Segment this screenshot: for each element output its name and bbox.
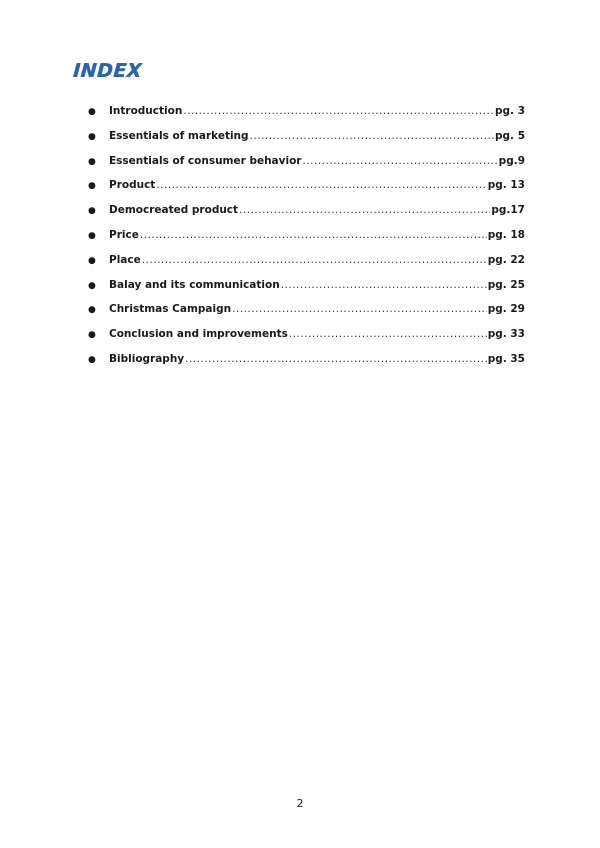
toc-entry-label: Place: [109, 253, 141, 266]
toc-entry-page: pg. 22: [487, 253, 525, 266]
toc-entry-page: pg.9: [498, 154, 525, 167]
toc-entry-label: Democreated product: [109, 204, 239, 217]
toc-entry-page: pg. 25: [487, 278, 525, 291]
dot-leader: [281, 279, 487, 291]
toc-entry-balay-and-its-communication[interactable]: [88, 279, 525, 304]
bullet-icon: ●: [88, 330, 96, 341]
toc-entry-label: Conclusion and improvements: [109, 328, 288, 341]
bullet-icon: ●: [88, 230, 96, 241]
toc-entry-page: pg. 5: [495, 129, 525, 142]
toc-entry-label: Price: [109, 228, 139, 241]
dot-leader: [232, 303, 487, 315]
toc-entry-label: Christmas Campaign: [109, 303, 232, 316]
toc-entry-page: pg. 3: [495, 105, 525, 117]
toc-entry-page: pg. 29: [487, 303, 525, 316]
bullet-icon: ●: [88, 107, 96, 117]
bullet-icon: ●: [88, 255, 96, 266]
toc-entry-essentials-of-consumer-behavior[interactable]: [88, 155, 525, 180]
toc-entry-product[interactable]: [88, 179, 525, 204]
dot-leader: [140, 229, 487, 241]
dot-leader: [185, 353, 487, 365]
dot-leader: [239, 204, 490, 216]
toc-entry-page: pg.17: [491, 204, 525, 217]
page-number: 2: [296, 797, 304, 810]
toc-entry-democreated-product[interactable]: [88, 204, 525, 229]
toc-entry-page: pg. 33: [487, 328, 525, 341]
bullet-icon: ●: [88, 181, 96, 192]
toc-entry-page: pg. 35: [487, 352, 525, 365]
bullet-icon: ●: [88, 131, 96, 142]
dot-leader: [142, 254, 487, 266]
toc-entry-price[interactable]: [88, 229, 525, 254]
toc-entry-label: Essentials of consumer behavior: [109, 154, 302, 167]
dot-leader: [250, 130, 494, 142]
toc-entry-label: Balay and its communication: [109, 278, 280, 291]
dot-leader: [183, 105, 494, 117]
dot-leader: [289, 328, 487, 340]
toc-entry-label: Essentials of marketing: [109, 129, 249, 142]
toc-entry-essentials-of-marketing[interactable]: [88, 130, 525, 155]
toc-entry-label: Introduction: [109, 105, 183, 117]
bullet-icon: ●: [88, 305, 96, 316]
toc-entry-page: pg. 13: [487, 179, 525, 192]
table-of-contents: [88, 105, 525, 378]
toc-entry-conclusion-and-improvements[interactable]: [88, 328, 525, 353]
toc-entry-christmas-campaign[interactable]: [88, 303, 525, 328]
toc-entry-introduction[interactable]: [88, 105, 525, 130]
toc-entry-place[interactable]: [88, 254, 525, 279]
toc-entry-label: Product: [109, 179, 156, 192]
dot-leader: [156, 179, 486, 191]
index-title: INDEX: [72, 60, 143, 82]
toc-entry-bibliography[interactable]: [88, 353, 525, 378]
bullet-icon: ●: [88, 156, 96, 167]
dot-leader: [302, 155, 497, 167]
bullet-icon: ●: [88, 280, 96, 291]
bullet-icon: ●: [88, 354, 96, 365]
toc-entry-label: Bibliography: [109, 352, 185, 365]
bullet-icon: ●: [88, 206, 96, 217]
toc-entry-page: pg. 18: [487, 228, 525, 241]
